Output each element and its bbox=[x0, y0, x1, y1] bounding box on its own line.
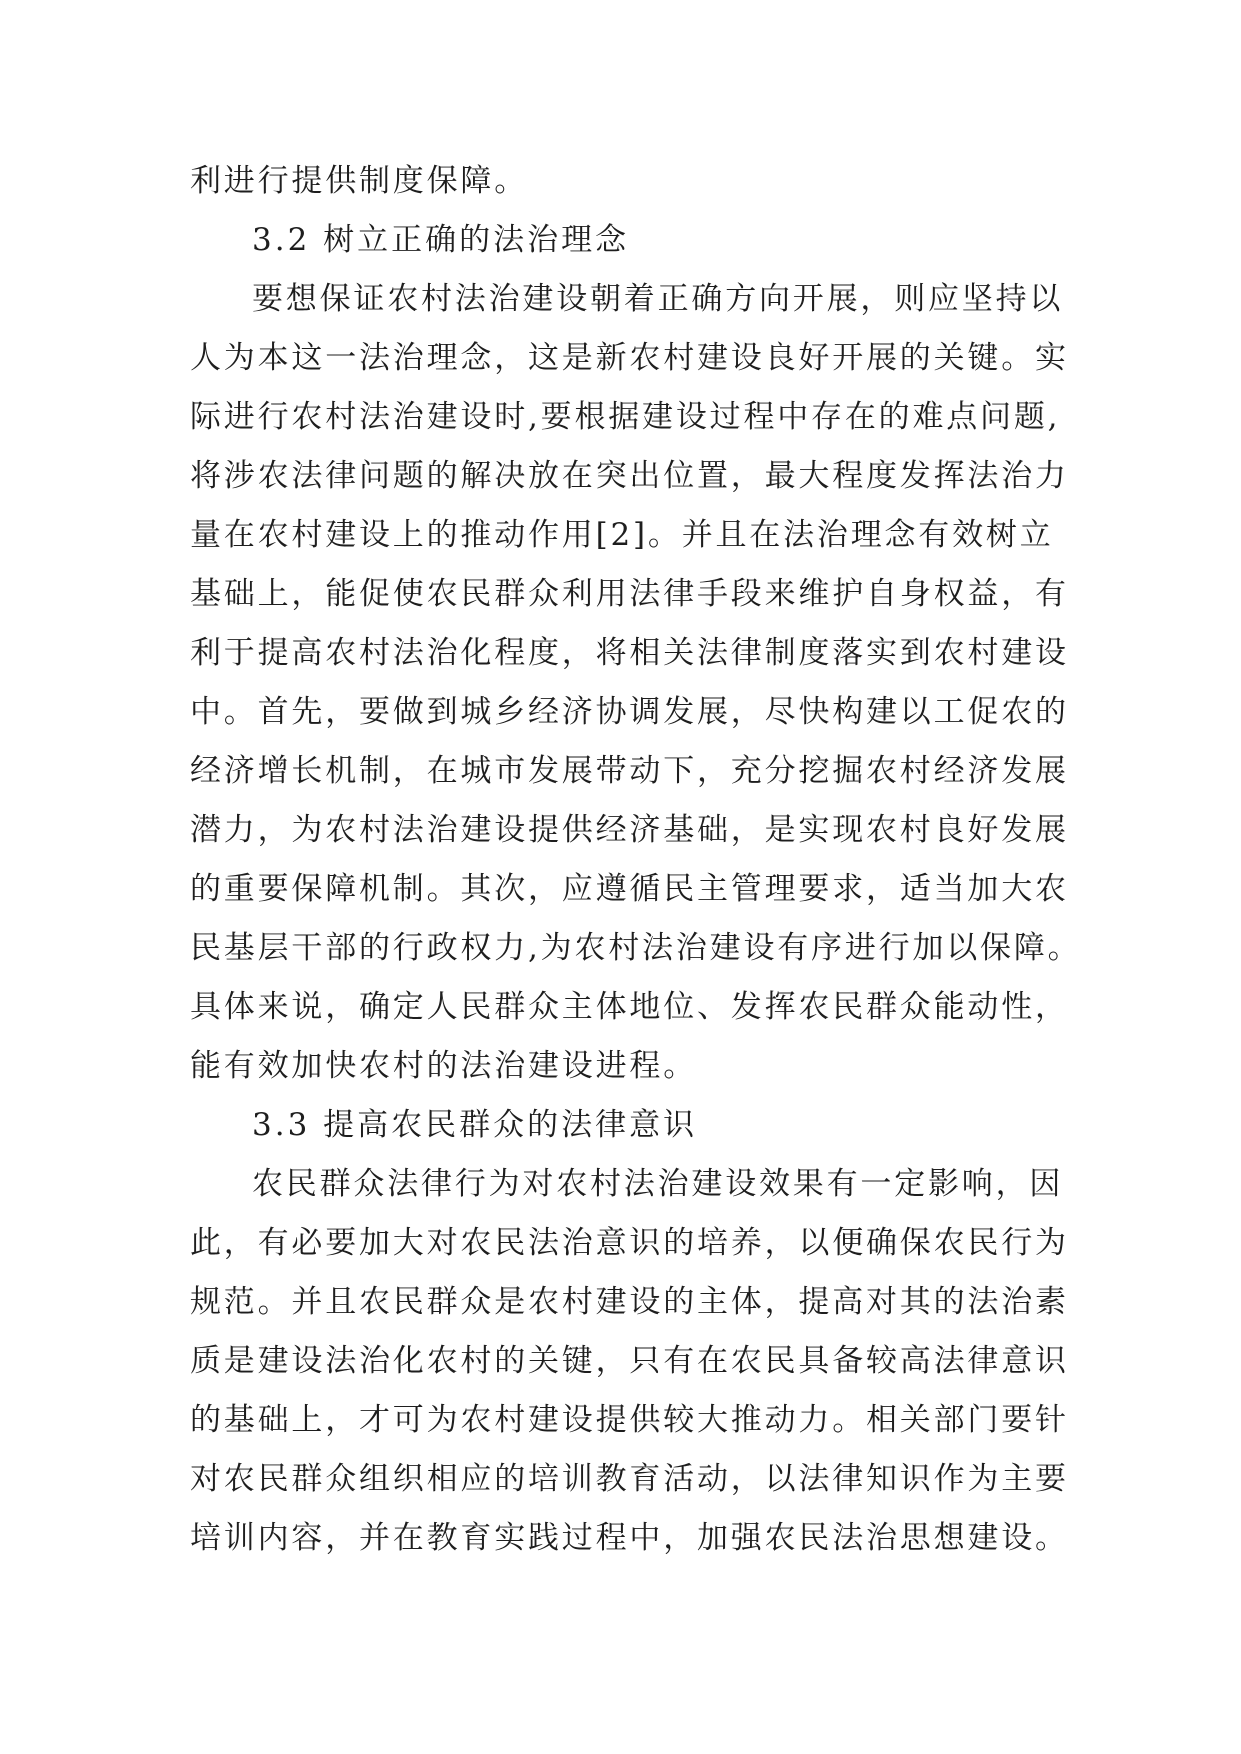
paragraph-first-line: 要想保证农村法治建设朝着正确方向开展，则应坚持以 bbox=[252, 281, 1064, 317]
paragraph-line: 利于提高农村法治化程度，将相关法律制度落实到农村建设 bbox=[190, 635, 1069, 671]
document-body bbox=[190, 152, 1090, 1568]
paragraph-line: 民基层干部的行政权力,为农村法治建设有序进行加以保障。 bbox=[190, 930, 1082, 966]
paragraph-first-line: 农民群众法律行为对农村法治建设效果有一定影响，因 bbox=[252, 1166, 1064, 1202]
paragraph-line: 培训内容，并在教育实践过程中，加强农民法治思想建设。 bbox=[190, 1520, 1069, 1556]
paragraph-line: 基础上，能促使农民群众利用法律手段来维护自身权益，有 bbox=[190, 576, 1069, 612]
paragraph-line: 质是建设法治化农村的关键，只有在农民具备较高法律意识 bbox=[190, 1343, 1069, 1379]
paragraph-line: 的重要保障机制。其次，应遵循民主管理要求，适当加大农 bbox=[190, 871, 1069, 907]
paragraph-line: 将涉农法律问题的解决放在突出位置，最大程度发挥法治力 bbox=[190, 458, 1069, 494]
paragraph-line: 此，有必要加大对农民法治意识的培养，以便确保农民行为 bbox=[190, 1225, 1069, 1261]
section-heading-3-3: 3.3 提高农民群众的法律意识 bbox=[252, 1107, 698, 1143]
paragraph-line: 具体来说，确定人民群众主体地位、发挥农民群众能动性， bbox=[190, 989, 1069, 1025]
paragraph-line: 量在农村建设上的推动作用[2]。并且在法治理念有效树立 bbox=[190, 517, 1054, 553]
paragraph-line: 际进行农村法治建设时,要根据建设过程中存在的难点问题, bbox=[190, 399, 1061, 435]
paragraph-line: 潜力，为农村法治建设提供经济基础，是实现农村良好发展 bbox=[190, 812, 1069, 848]
paragraph-continuation-line: 利进行提供制度保障。 bbox=[190, 163, 528, 199]
paragraph-line: 经济增长机制，在城市发展带动下，充分挖掘农村经济发展 bbox=[190, 753, 1069, 789]
paragraph-line: 规范。并且农民群众是农村建设的主体，提高对其的法治素 bbox=[190, 1284, 1069, 1320]
paragraph-line: 人为本这一法治理念，这是新农村建设良好开展的关键。实 bbox=[190, 340, 1069, 376]
paragraph-line: 中。首先，要做到城乡经济协调发展，尽快构建以工促农的 bbox=[190, 694, 1069, 730]
paragraph-line: 的基础上，才可为农村建设提供较大推动力。相关部门要针 bbox=[190, 1402, 1069, 1438]
paragraph-line: 对农民群众组织相应的培训教育活动，以法律知识作为主要 bbox=[190, 1461, 1069, 1497]
section-heading-3-2: 3.2 树立正确的法治理念 bbox=[252, 222, 630, 258]
paragraph-last-line: 能有效加快农村的法治建设进程。 bbox=[190, 1048, 697, 1084]
